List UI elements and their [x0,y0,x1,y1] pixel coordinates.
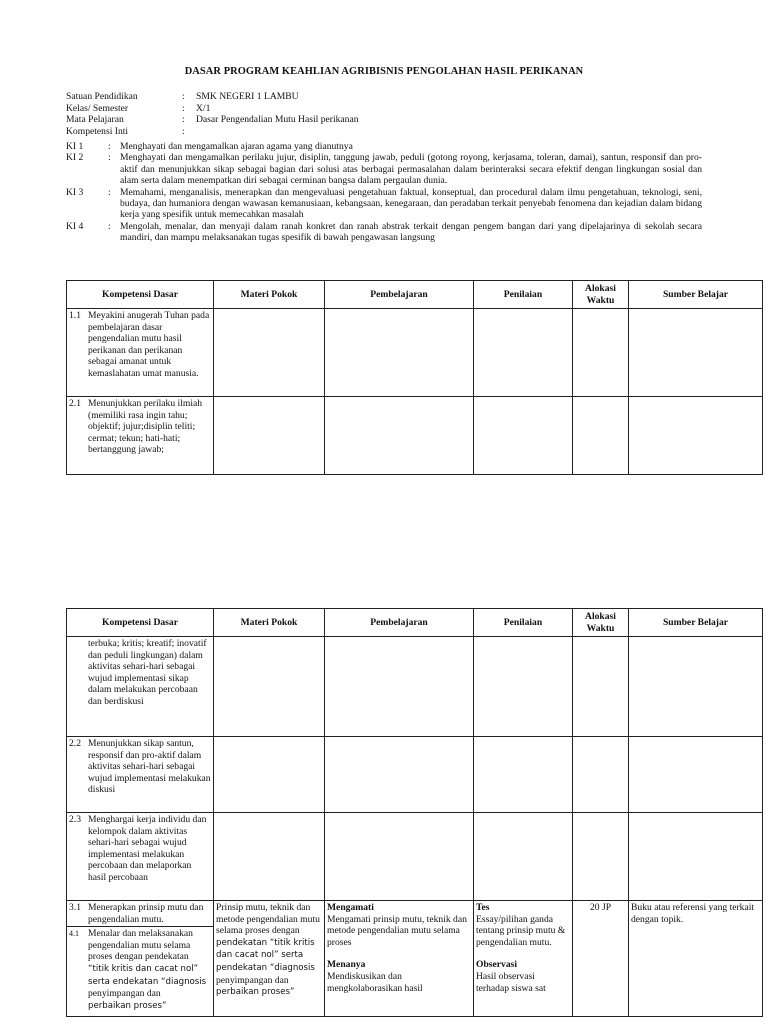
ki-text: Mengolah, menalar, dan menyaji dalam ranah konkret dan ranah abstrak terkait dengan pengem bangan dari yang dipelajarinya di sekolah secara mandiri, dan mampu melaksanakan tugas spesifik di bawah pengawasan langsung [120,220,702,244]
kd-text-part: perbaikan proses” [88,1000,167,1011]
header-kompetensi-dasar: Kompetensi Dasar [67,609,214,637]
penilaian-text: Hasil observasi terhadap siswa sat [476,970,546,994]
syllabus-table-1 [66,280,763,475]
meta-colon: : [182,125,185,137]
identity-block [66,91,359,137]
alokasi-cell: 20 JP [573,901,629,1017]
header-materi-pokok: Materi Pokok [214,281,325,309]
meta-colon: : [182,114,185,126]
header-pembelajaran: Pembelajaran [325,609,474,637]
meta-colon: : [182,102,185,114]
materi-text: pendekatan “titik kritis dan cacat nol” serta pendekatan “diagnosis [216,937,315,973]
materi-text: Prinsip mutu, teknik dan metode pengendalian mutu selama proses dengan [216,902,320,937]
meta-label: Mata Pelajaran [66,114,124,126]
materi-text: penyimpangan dan [216,974,289,986]
ki-item [66,141,702,152]
kd-text-part: penyimpangan dan [88,988,161,1000]
ki-code: KI 1 [66,141,84,152]
meta-label: Kelas/ Semester [66,102,129,114]
document-title: DASAR PROGRAM KEAHLIAN AGRIBISNIS PENGOLAHAN HASIL PERIKANAN [184,66,584,77]
kd-text-part: Menalar dan melaksanakan pengendalian mutu selama proses dengan pendekatan [88,928,193,963]
ki-colon: : [108,141,111,152]
meta-value: X/1 [196,102,211,114]
table-row [67,901,763,1017]
kd-number: 2.2 [69,738,81,749]
meta-row-ki [66,126,359,138]
header-sumber-belajar: Sumber Belajar [629,281,763,309]
pembelajaran-text: Mendiskusikan dan mengkolaborasikan hasil [327,970,423,994]
ki-code: KI 2 [66,152,84,164]
ki-text: Memahami, menganalisis, menerapkan dan mengevaluasi pengetahuan faktual, konseptual, dan procedural dalam ilmu pengetahuan, teknologi, seni, budaya, dan humaniora dengan wawasan kemanusiaan, kebangsaan, kenegaraan, dan peradaban terkait penyebab fenomena dan kejadian dalam bidang kerja yang spesifik untuk memecahkan masalah [120,186,702,221]
meta-colon: : [182,91,185,102]
table-row [67,737,763,813]
meta-value: SMK NEGERI 1 LAMBU [196,91,299,102]
kd-number: 3.1 [69,902,81,913]
table-header-row [67,281,763,309]
ki-colon: : [108,186,111,198]
table-header-row [67,609,763,637]
kd-text: Meyakini anugerah Tuhan pada pembelajaran dasar pengendalian mutu hasil perikanan dan perikanan sebagai amanat untuk kemaslahatan umat manusia. [88,310,210,379]
syllabus-table-2 [66,608,763,1017]
penilaian-heading: Tes [476,902,490,913]
meta-row-kelas [66,103,359,115]
header-kompetensi-dasar: Kompetensi Dasar [67,281,214,309]
ki-colon: : [108,152,111,164]
ki-code: KI 3 [66,186,84,198]
header-materi-pokok: Materi Pokok [214,609,325,637]
kd-text-part: “titik kritis dan cacat nol” serta endekatan “diagnosis [88,963,207,987]
kd-cell [67,901,214,1017]
kd-text: Menunjukkan perilaku ilmiah (memiliki rasa ingin tahu; objektif; jujur;disiplin teliti; cermat; tekun; hati-hati; bertanggung jawab; [88,398,203,456]
kd-cell [67,637,214,737]
ki-item [66,152,702,186]
kd-number: 4.1 [69,929,79,939]
table-row [67,397,763,475]
meta-value: Dasar Pengendalian Mutu Hasil perikanan [196,114,359,126]
kd-text [88,928,211,1012]
kd-number: 1.1 [69,310,81,321]
penilaian-text: Essay/pilihan ganda tentang prinsip mutu & pengendalian mutu. [476,913,566,948]
meta-row-mapel [66,114,359,126]
ki-item [66,221,702,244]
kd-text: Menerapkan prinsip mutu dan pengendalian mutu. [88,902,204,925]
kd-cell [67,737,214,813]
meta-label: Kompetensi Inti [66,125,129,137]
table-row [67,309,763,397]
header-sumber-belajar: Sumber Belajar [629,609,763,637]
ki-text: Menghayati dan mengamalkan ajaran agama yang dianutnya [120,141,353,152]
ki-code: KI 4 [66,220,84,232]
meta-row-satuan [66,91,359,103]
materi-text: perbaikan proses” [216,987,295,998]
pembelajaran-cell [325,901,474,1017]
header-alokasi-waktu: Alokasi Waktu [573,281,629,309]
kd-number: 2.3 [69,814,81,825]
kd-cell [67,813,214,901]
kd-text: Menghargai kerja individu dan kelompok dalam aktivitas sehari-hari sebagai wujud implementasi melakukan percobaan dan melaporkan hasil percobaan [88,814,207,883]
header-alokasi-waktu: Alokasi Waktu [573,609,629,637]
penilaian-cell [474,901,573,1017]
kd-number: 2.1 [69,398,81,409]
ki-item [66,187,702,221]
ki-colon: : [108,220,111,232]
kompetensi-inti-list [66,141,702,244]
penilaian-heading: Observasi [476,959,518,971]
kd-text: Menunjukkan sikap santun, responsif dan pro-aktif dalam aktivitas sehari-hari sebagai wujud implementasi melakukan diskusi [88,738,211,796]
ki-text: Menghayati dan mengamalkan perilaku jujur, disiplin, tanggung jawab, peduli (gotong royong, kerjasama, toleran, damai), santun, responsif dan pro-aktif dan menunjukkan sikap sebagai bagian dari solusi atas berbagai permasalahan dalam berinteraksi secara efektif dengan lingkungan sosial dan alam serta dalam menempatkan diri sebagai cerminan bangsa dalam pergaulan dunia. [120,152,702,187]
header-penilaian: Penilaian [474,281,573,309]
kd-continued-text: terbuka; kritis; kreatif; inovatif dan peduli lingkungan) dalam aktivitas sehari-hari sebagai wujud implementasi sikap dalam melakukan percobaan dan berdiskusi [88,638,207,707]
kd-cell [67,397,214,475]
meta-label: Satuan Pendidikan [66,91,138,102]
header-pembelajaran: Pembelajaran [325,281,474,309]
materi-cell [214,901,325,1017]
pembelajaran-heading: Menanya [327,959,366,971]
kd-cell [67,309,214,397]
table-row [67,637,763,737]
table-row [67,813,763,901]
sumber-cell: Buku atau referensi yang terkait dengan topik. [629,901,763,1017]
header-penilaian: Penilaian [474,609,573,637]
pembelajaran-text: Mengamati prinsip mutu, teknik dan metode pengendalian mutu selama proses [327,913,467,948]
pembelajaran-heading: Mengamati [327,902,374,913]
